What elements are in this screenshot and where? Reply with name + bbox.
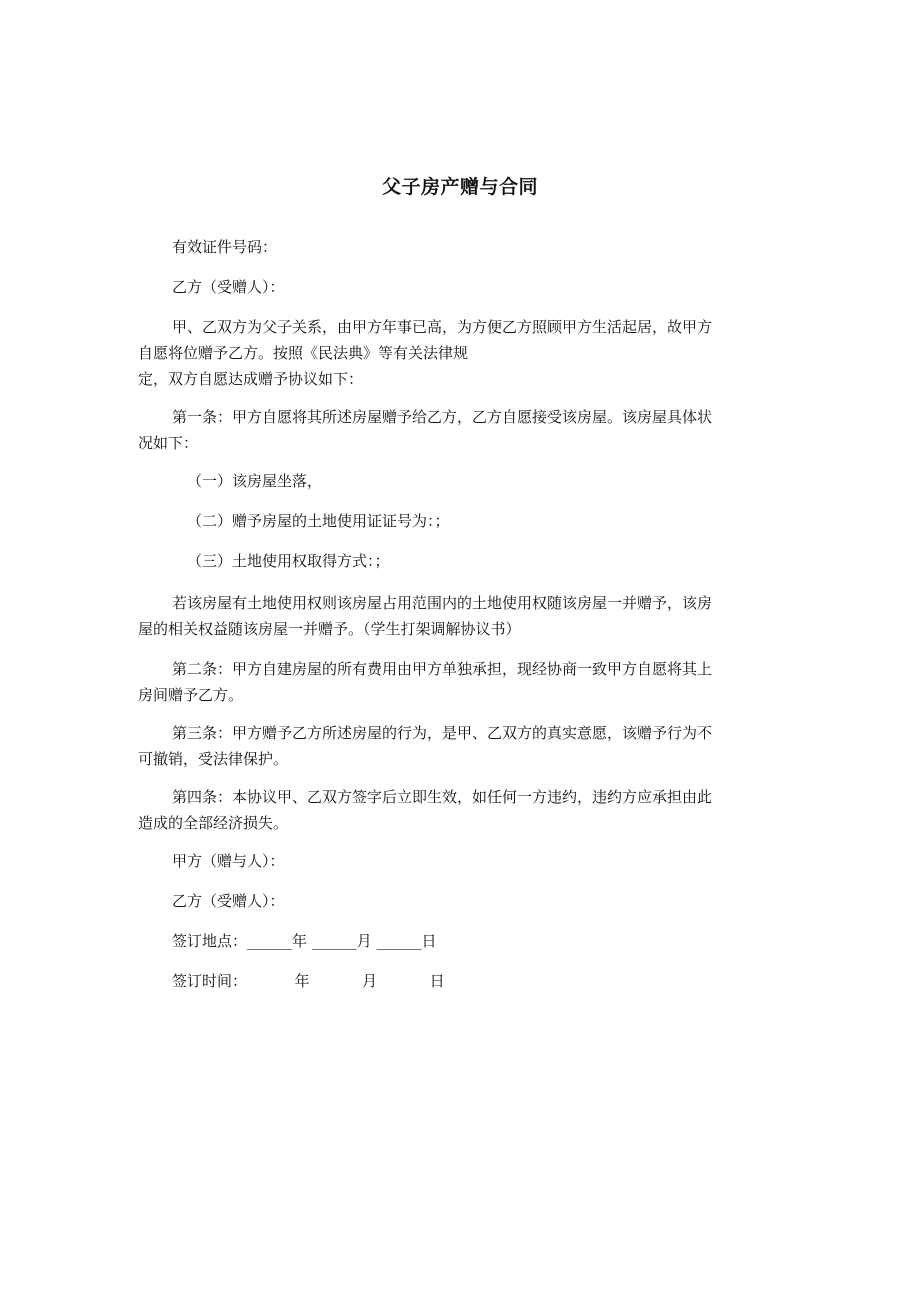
id-number-line: 有效证件号码： [172,238,278,256]
article-2-line-2: 房间赠予乙方。 [138,686,244,704]
party-a-signature: 甲方（赠与人）： [172,852,285,870]
item-2-land-certificate: （二）赠予房屋的土地使用证证号为：； [187,512,450,530]
article-2-line-1: 第二条：甲方自建房屋的所有费用由甲方单独承担，现经协商一致甲方自愿将其上 [172,660,713,678]
document-title: 父子房产赠与合同 [381,176,538,198]
article-1-line-2: 况如下： [138,434,199,452]
signing-place: 签订地点：______年 ______月 ______日 [172,932,437,950]
signing-time: 签订时间： 年 月 日 [172,972,445,990]
article-3-line-2: 可撤销，受法律保护。 [138,750,289,768]
party-b-line: 乙方（受赠人）： [172,278,285,296]
party-b-signature: 乙方（受赠人）： [172,892,285,910]
article-1-line-1: 第一条：甲方自愿将其所述房屋赠予给乙方，乙方自愿接受该房屋。该房屋具体状 [172,408,713,426]
land-rights-line-1: 若该房屋有土地使用权则该房屋占用范围内的土地使用权随该房屋一并赠予，该房 [172,594,713,612]
land-rights-line-2: 屋的相关权益随该房屋一并赠予。（学生打架调解协议书） [138,620,521,638]
article-3-line-1: 第三条：甲方赠予乙方所述房屋的行为，是甲、乙双方的真实意愿，该赠予行为不 [172,724,713,742]
article-4-line-2: 造成的全部经济损失。 [138,814,289,832]
article-4-line-1: 第四条：本协议甲、乙双方签字后立即生效，如任何一方违约，违约方应承担由此 [172,788,713,806]
item-1-location: （一）该房屋坐落， [187,472,323,490]
item-3-land-acquisition: （三）土地使用权取得方式：； [187,552,390,570]
preamble-line-3: 定，双方自愿达成赠予协议如下： [138,370,364,388]
preamble-line-2: 自愿将位赠予乙方。按照《民法典》等有关法律规 [138,344,469,362]
preamble-line-1: 甲、乙双方为父子关系，由甲方年事已高，为方便乙方照顾甲方生活起居，故甲方 [172,318,713,336]
